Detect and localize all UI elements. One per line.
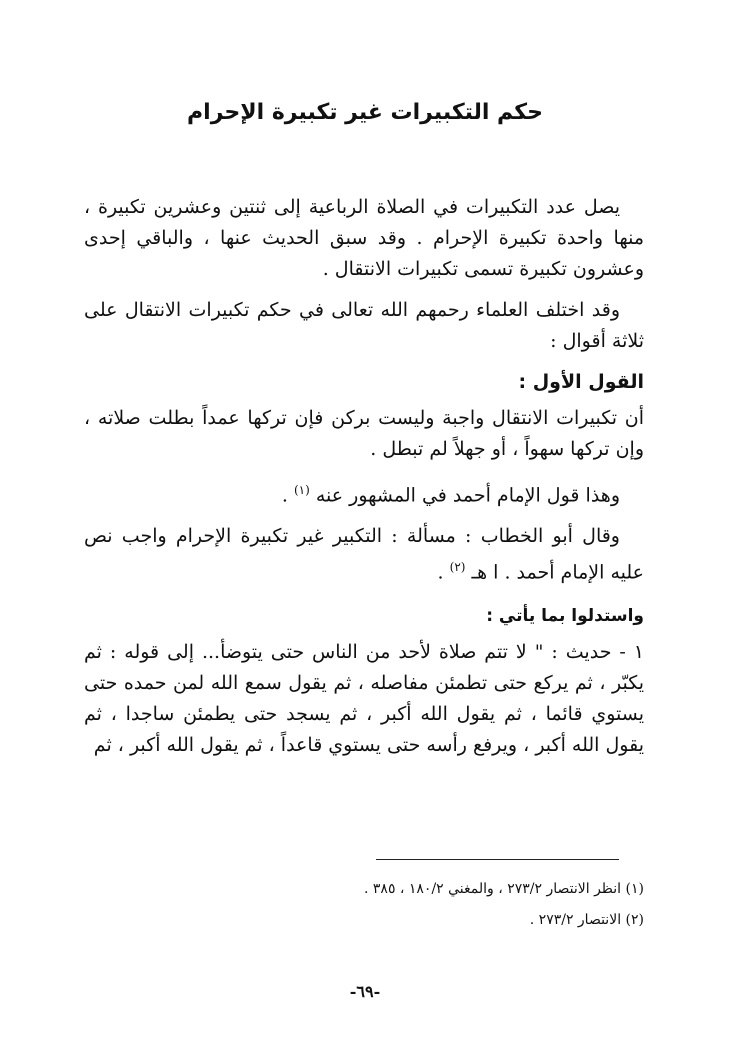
footnote-2: (٢) الانتصار ٢٧٣/٢ . [529,912,644,928]
abu-khattab-paragraph [84,521,644,588]
imam-ahmad-text: وهذا قول الإمام أحمد في المشهور عنه [315,484,620,507]
footnote-divider [376,859,619,860]
evidence-heading: واستدلوا بما يأتي : [486,605,644,626]
footnote-ref-1: (١) [293,483,310,497]
footnote-ref-2: (٢) [449,560,466,575]
disagreement-paragraph: وقد اختلف العلماء رحمهم الله تعالى في حكم تكبيرات الانتقال على ثلاثة أقوال : [84,299,644,352]
page-title: حكم التكبيرات غير تكبيرة الإحرام [187,100,543,125]
imam-ahmad-end: . [281,484,294,507]
intro-paragraph: يصل عدد التكبيرات في الصلاة الرباعية إلى ثنتين وعشرين تكبيرة ، منها واحدة تكبيرة الإحرام . وقد سبق الحديث عنها ، والباقي إحدى وعشرون تكبيرة تسمى تكبيرات الانتقال . [84,196,644,280]
first-opinion-paragraph: أن تكبيرات الانتقال واجبة وليست بركن فإن تركها عمداً بطلت صلاته ، وإن تركها سهواً ، أو جهلاً لم تبطل . [84,407,644,460]
footnotes [84,874,644,936]
abu-khattab-text: وقال أبو الخطاب : مسألة : التكبير غير تكبيرة الإحرام واجب نص عليه الإمام أحمد . ا هـ [84,525,644,584]
main-text [84,192,644,771]
footnote-1: (١) انظر الانتصار ٢٧٣/٢ ، والمغني ١٨٠/٢ ، ٣٨٥ . [364,881,644,897]
page-number: -٦٩- [349,982,381,1001]
hadith-paragraph: ١ - حديث : " لا تتم صلاة لأحد من الناس حتى يتوضأ... إلى قوله : ثم يكبّر ، ثم يركع حتى تطمئن مفاصله ، ثم يقول سمع الله لمن حمده حتى يستوي قائما ، ثم يقول الله أكبر ، ثم يسجد حتى يطمئن ساجدا ، ثم يقول الله أكبر ، ويرفع رأسه حتى يستوي قاعداً ، ثم يقول الله أكبر ، ثم [84,640,644,756]
first-opinion-heading: القول الأول : [518,371,644,393]
imam-ahmad-paragraph [84,475,644,511]
abu-khattab-end: . [437,561,450,584]
